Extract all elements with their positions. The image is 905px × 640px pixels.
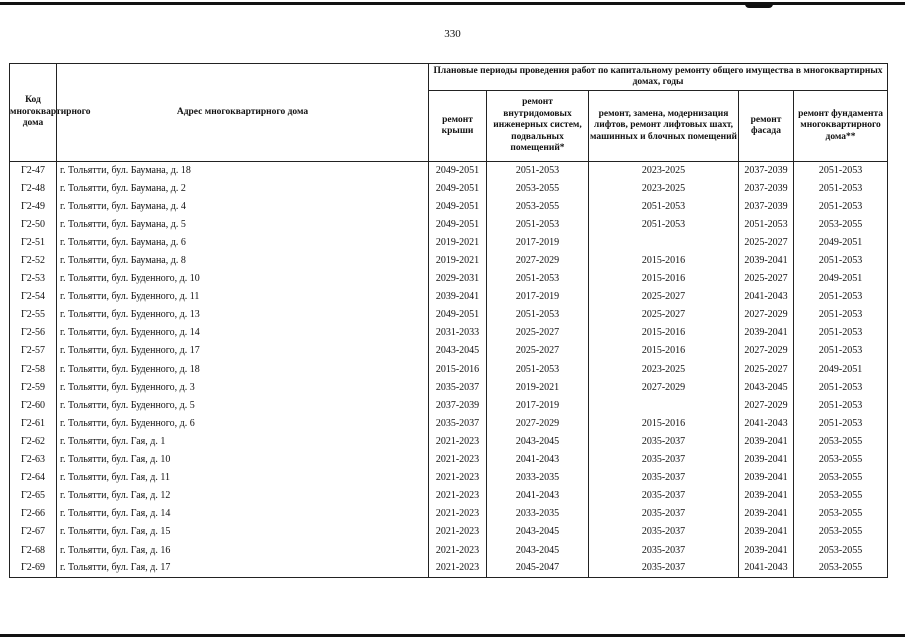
- row-facade: 2041-2043: [739, 560, 794, 578]
- row-foundation: 2049-2051: [794, 234, 888, 252]
- row-address: г. Тольятти, бул. Буденного, д. 3: [57, 379, 429, 397]
- row-roof: 2021-2023: [429, 560, 487, 578]
- table-row: [10, 234, 888, 252]
- row-address: г. Тольятти, бул. Баумана, д. 18: [57, 162, 429, 180]
- table-row: [10, 487, 888, 505]
- row-foundation: 2051-2053: [794, 397, 888, 415]
- row-systems: 2017-2019: [487, 397, 589, 415]
- row-code: Г2-68: [10, 541, 57, 559]
- row-facade: 2037-2039: [739, 180, 794, 198]
- row-lifts: 2025-2027: [589, 288, 739, 306]
- row-roof: 2049-2051: [429, 306, 487, 324]
- row-address: г. Тольятти, бул. Гая, д. 12: [57, 487, 429, 505]
- row-address: г. Тольятти, бул. Гая, д. 11: [57, 469, 429, 487]
- row-code: Г2-62: [10, 433, 57, 451]
- row-lifts: 2015-2016: [589, 270, 739, 288]
- row-address: г. Тольятти, бул. Буденного, д. 17: [57, 342, 429, 360]
- row-systems: 2041-2043: [487, 451, 589, 469]
- header-systems: ремонт внутридомовых инженерных систем, подвальных помещений*: [487, 91, 589, 162]
- row-code: Г2-52: [10, 252, 57, 270]
- row-facade: 2041-2043: [739, 415, 794, 433]
- table-row: [10, 560, 888, 578]
- row-code: Г2-55: [10, 306, 57, 324]
- row-roof: 2015-2016: [429, 361, 487, 379]
- row-systems: 2053-2055: [487, 198, 589, 216]
- table-row: [10, 306, 888, 324]
- row-roof: 2021-2023: [429, 469, 487, 487]
- table-row: [10, 415, 888, 433]
- row-lifts: 2035-2037: [589, 433, 739, 451]
- row-lifts: 2035-2037: [589, 487, 739, 505]
- row-lifts: 2035-2037: [589, 469, 739, 487]
- row-systems: 2051-2053: [487, 270, 589, 288]
- row-systems: 2053-2055: [487, 180, 589, 198]
- row-foundation: 2051-2053: [794, 162, 888, 180]
- row-address: г. Тольятти, бул. Гая, д. 10: [57, 451, 429, 469]
- row-code: Г2-53: [10, 270, 57, 288]
- header-lifts: ремонт, замена, модернизация лифтов, ремонт лифтовых шахт, машинных и блочных помещений: [589, 91, 739, 162]
- table-row: [10, 270, 888, 288]
- row-foundation: 2049-2051: [794, 270, 888, 288]
- table-row: [10, 198, 888, 216]
- row-foundation: 2051-2053: [794, 252, 888, 270]
- row-foundation: 2051-2053: [794, 415, 888, 433]
- row-roof: 2021-2023: [429, 505, 487, 523]
- row-lifts: 2015-2016: [589, 252, 739, 270]
- row-facade: 2025-2027: [739, 361, 794, 379]
- row-lifts: 2035-2037: [589, 523, 739, 541]
- page-number: 330: [444, 28, 461, 40]
- row-code: Г2-60: [10, 397, 57, 415]
- row-systems: 2017-2019: [487, 288, 589, 306]
- row-code: Г2-50: [10, 216, 57, 234]
- header-address: Адрес многоквартирного дома: [57, 64, 429, 162]
- row-foundation: 2053-2055: [794, 451, 888, 469]
- row-facade: 2039-2041: [739, 433, 794, 451]
- row-code: Г2-57: [10, 342, 57, 360]
- table-row: [10, 342, 888, 360]
- row-foundation: 2051-2053: [794, 198, 888, 216]
- row-lifts: 2051-2053: [589, 216, 739, 234]
- row-lifts: 2027-2029: [589, 379, 739, 397]
- row-code: Г2-49: [10, 198, 57, 216]
- row-facade: 2039-2041: [739, 324, 794, 342]
- row-roof: 2037-2039: [429, 397, 487, 415]
- row-code: Г2-56: [10, 324, 57, 342]
- row-code: Г2-54: [10, 288, 57, 306]
- row-lifts: [589, 397, 739, 415]
- row-lifts: 2015-2016: [589, 342, 739, 360]
- row-lifts: 2023-2025: [589, 361, 739, 379]
- row-code: Г2-48: [10, 180, 57, 198]
- row-roof: 2021-2023: [429, 541, 487, 559]
- row-lifts: 2051-2053: [589, 198, 739, 216]
- row-roof: 2019-2021: [429, 234, 487, 252]
- row-systems: 2027-2029: [487, 252, 589, 270]
- row-facade: 2037-2039: [739, 198, 794, 216]
- row-address: г. Тольятти, бул. Буденного, д. 6: [57, 415, 429, 433]
- row-facade: 2039-2041: [739, 451, 794, 469]
- row-address: г. Тольятти, бул. Баумана, д. 6: [57, 234, 429, 252]
- row-facade: 2025-2027: [739, 234, 794, 252]
- table-row: [10, 180, 888, 198]
- row-lifts: 2023-2025: [589, 162, 739, 180]
- table-row: [10, 379, 888, 397]
- row-lifts: [589, 234, 739, 252]
- row-facade: 2039-2041: [739, 541, 794, 559]
- row-lifts: 2035-2037: [589, 451, 739, 469]
- row-foundation: 2053-2055: [794, 541, 888, 559]
- row-facade: 2051-2053: [739, 216, 794, 234]
- row-address: г. Тольятти, бул. Баумана, д. 2: [57, 180, 429, 198]
- row-address: г. Тольятти, бул. Буденного, д. 13: [57, 306, 429, 324]
- row-roof: 2049-2051: [429, 216, 487, 234]
- row-roof: 2035-2037: [429, 379, 487, 397]
- table-row: [10, 541, 888, 559]
- row-facade: 2039-2041: [739, 505, 794, 523]
- row-systems: 2041-2043: [487, 487, 589, 505]
- row-roof: 2039-2041: [429, 288, 487, 306]
- row-systems: 2051-2053: [487, 216, 589, 234]
- row-roof: 2049-2051: [429, 180, 487, 198]
- row-foundation: 2053-2055: [794, 216, 888, 234]
- table-row: [10, 252, 888, 270]
- table-row: [10, 324, 888, 342]
- table-row: [10, 288, 888, 306]
- row-foundation: 2051-2053: [794, 180, 888, 198]
- row-roof: 2021-2023: [429, 523, 487, 541]
- row-code: Г2-64: [10, 469, 57, 487]
- row-roof: 2035-2037: [429, 415, 487, 433]
- row-code: Г2-59: [10, 379, 57, 397]
- row-address: г. Тольятти, бул. Буденного, д. 5: [57, 397, 429, 415]
- row-code: Г2-61: [10, 415, 57, 433]
- row-systems: 2025-2027: [487, 324, 589, 342]
- row-systems: 2045-2047: [487, 560, 589, 578]
- row-roof: 2021-2023: [429, 433, 487, 451]
- row-systems: 2033-2035: [487, 505, 589, 523]
- table-row: [10, 451, 888, 469]
- row-lifts: 2025-2027: [589, 306, 739, 324]
- row-foundation: 2051-2053: [794, 288, 888, 306]
- row-address: г. Тольятти, бул. Буденного, д. 18: [57, 361, 429, 379]
- row-lifts: 2023-2025: [589, 180, 739, 198]
- row-code: Г2-66: [10, 505, 57, 523]
- row-lifts: 2035-2037: [589, 560, 739, 578]
- row-systems: 2043-2045: [487, 433, 589, 451]
- row-roof: 2049-2051: [429, 198, 487, 216]
- table-row: [10, 216, 888, 234]
- row-address: г. Тольятти, бул. Гая, д. 1: [57, 433, 429, 451]
- table-row: [10, 433, 888, 451]
- header-facade: ремонт фасада: [739, 91, 794, 162]
- row-lifts: 2015-2016: [589, 415, 739, 433]
- row-address: г. Тольятти, бул. Буденного, д. 14: [57, 324, 429, 342]
- row-address: г. Тольятти, бул. Буденного, д. 10: [57, 270, 429, 288]
- row-facade: 2043-2045: [739, 379, 794, 397]
- row-address: г. Тольятти, бул. Гая, д. 14: [57, 505, 429, 523]
- row-systems: 2051-2053: [487, 361, 589, 379]
- row-lifts: 2015-2016: [589, 324, 739, 342]
- row-foundation: 2053-2055: [794, 523, 888, 541]
- row-systems: 2043-2045: [487, 541, 589, 559]
- header-code: Код многоквартирного дома: [10, 64, 57, 162]
- row-address: г. Тольятти, бул. Буденного, д. 11: [57, 288, 429, 306]
- row-roof: 2049-2051: [429, 162, 487, 180]
- row-foundation: 2053-2055: [794, 433, 888, 451]
- row-roof: 2021-2023: [429, 451, 487, 469]
- row-roof: 2031-2033: [429, 324, 487, 342]
- row-foundation: 2053-2055: [794, 469, 888, 487]
- header-periods: Плановые периоды проведения работ по капитальному ремонту общего имущества в многоквартирных домах, годы: [429, 64, 888, 91]
- row-roof: 2029-2031: [429, 270, 487, 288]
- row-code: Г2-69: [10, 560, 57, 578]
- bottom-rule: [0, 634, 905, 637]
- row-lifts: 2035-2037: [589, 541, 739, 559]
- row-foundation: 2049-2051: [794, 361, 888, 379]
- row-facade: 2039-2041: [739, 469, 794, 487]
- row-roof: 2043-2045: [429, 342, 487, 360]
- repair-schedule-table: [9, 63, 888, 578]
- row-facade: 2027-2029: [739, 397, 794, 415]
- row-code: Г2-47: [10, 162, 57, 180]
- row-roof: 2021-2023: [429, 487, 487, 505]
- row-facade: 2041-2043: [739, 288, 794, 306]
- table-row: [10, 361, 888, 379]
- row-address: г. Тольятти, бул. Баумана, д. 4: [57, 198, 429, 216]
- row-foundation: 2053-2055: [794, 505, 888, 523]
- row-systems: 2033-2035: [487, 469, 589, 487]
- row-facade: 2039-2041: [739, 487, 794, 505]
- row-address: г. Тольятти, бул. Баумана, д. 5: [57, 216, 429, 234]
- row-code: Г2-51: [10, 234, 57, 252]
- row-roof: 2019-2021: [429, 252, 487, 270]
- row-address: г. Тольятти, бул. Гая, д. 16: [57, 541, 429, 559]
- table-row: [10, 162, 888, 180]
- table-row: [10, 469, 888, 487]
- header-roof: ремонт крыши: [429, 91, 487, 162]
- row-foundation: 2051-2053: [794, 324, 888, 342]
- row-facade: 2039-2041: [739, 523, 794, 541]
- row-code: Г2-58: [10, 361, 57, 379]
- row-facade: 2025-2027: [739, 270, 794, 288]
- table-row: [10, 523, 888, 541]
- row-foundation: 2051-2053: [794, 342, 888, 360]
- row-address: г. Тольятти, бул. Гая, д. 17: [57, 560, 429, 578]
- row-foundation: 2053-2055: [794, 560, 888, 578]
- table-row: [10, 505, 888, 523]
- row-code: Г2-67: [10, 523, 57, 541]
- row-code: Г2-63: [10, 451, 57, 469]
- row-code: Г2-65: [10, 487, 57, 505]
- row-systems: 2019-2021: [487, 379, 589, 397]
- row-systems: 2027-2029: [487, 415, 589, 433]
- row-systems: 2043-2045: [487, 523, 589, 541]
- row-foundation: 2053-2055: [794, 487, 888, 505]
- row-systems: 2051-2053: [487, 306, 589, 324]
- row-facade: 2027-2029: [739, 342, 794, 360]
- row-foundation: 2051-2053: [794, 379, 888, 397]
- row-systems: 2017-2019: [487, 234, 589, 252]
- row-address: г. Тольятти, бул. Баумана, д. 8: [57, 252, 429, 270]
- header-foundation: ремонт фундамента многоквартирного дома**: [794, 91, 888, 162]
- table-row: [10, 397, 888, 415]
- row-facade: 2039-2041: [739, 252, 794, 270]
- row-systems: 2025-2027: [487, 342, 589, 360]
- row-foundation: 2051-2053: [794, 306, 888, 324]
- scan-mark: [745, 4, 773, 8]
- row-facade: 2027-2029: [739, 306, 794, 324]
- row-lifts: 2035-2037: [589, 505, 739, 523]
- row-facade: 2037-2039: [739, 162, 794, 180]
- row-systems: 2051-2053: [487, 162, 589, 180]
- row-address: г. Тольятти, бул. Гая, д. 15: [57, 523, 429, 541]
